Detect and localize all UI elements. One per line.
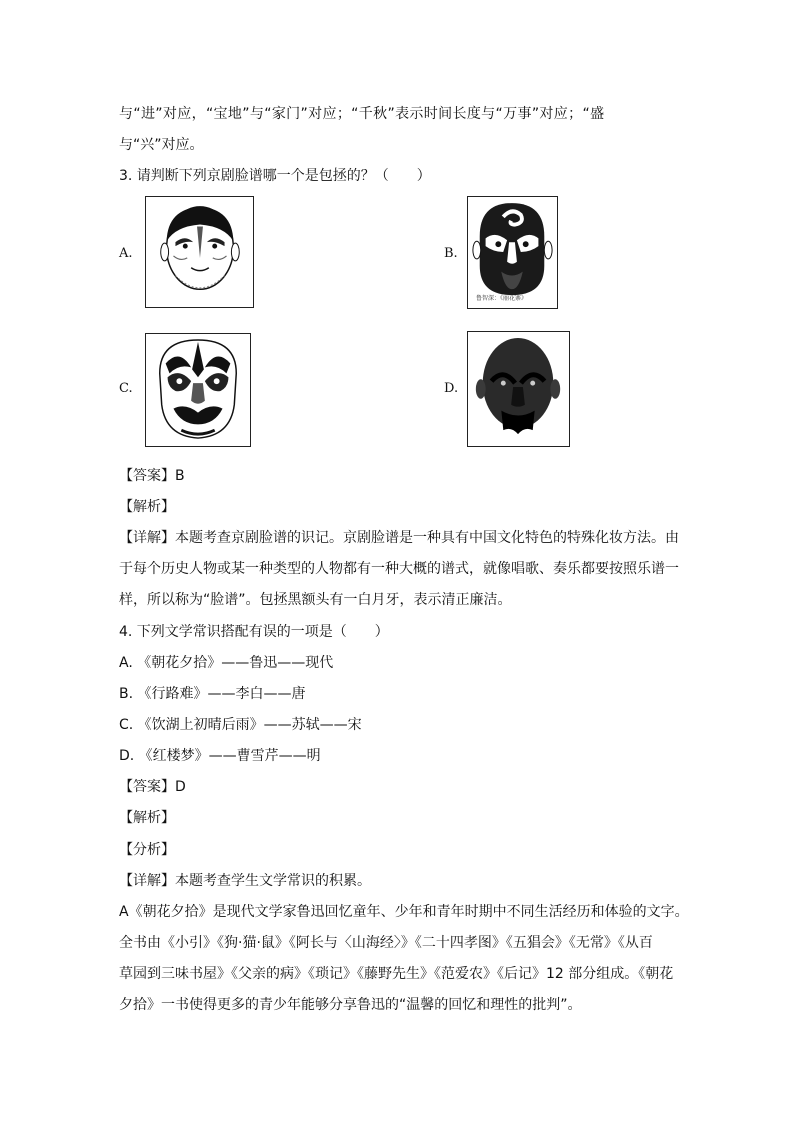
question-4-option-d: D. 《红楼梦》——曹雪芹——明	[119, 748, 321, 764]
analysis-4-heading: 【解析】	[119, 810, 175, 826]
question-3: 3. 请判断下列京剧脸谱哪一个是包拯的？（ ）	[119, 168, 431, 184]
detail-4: 【详解】本题考查学生文学常识的积累。	[119, 873, 371, 889]
opera-mask-d-image	[468, 332, 569, 446]
analysis-4-subheading: 【分析】	[119, 842, 175, 858]
question-4-option-a: A. 《朝花夕拾》——鲁迅——现代	[119, 655, 334, 671]
paragraph-line: A《朝花夕拾》是现代文学家鲁迅回忆童年、少年和青年时期中不同生活经历和体验的文字。	[119, 904, 689, 920]
detail-3: 【详解】本题考查京剧脸谱的识记。京剧脸谱是一种具有中国文化特色的特殊化妆方法。由	[119, 530, 679, 546]
paragraph-line: 全书由《小引》《狗·猫·鼠》《阿长与〈山海经〉》《二十四孝图》《五猖会》《无常》《从百	[119, 935, 653, 951]
mask-image-a	[145, 196, 254, 308]
detail-3: 样，所以称为“脸谱”。包拯黑额头有一白月牙，表示清正廉洁。	[119, 592, 512, 608]
text-line: 与“进”对应，“宝地”与“家门”对应；“千秋”表示时间长度与“万事”对应；“盛	[119, 106, 605, 122]
paragraph-line: 草园到三味书屋》《父亲的病》《琐记》《藤野先生》《范爱农》《后记》12 部分组成。《朝花	[119, 966, 674, 982]
opera-mask-a-image	[146, 197, 253, 307]
detail-3: 于每个历史人物或某一种类型的人物都有一种大概的谱式，就像唱歌、奏乐都要按照乐谱一	[119, 561, 679, 577]
question-4: 4. 下列文学常识搭配有误的一项是（ ）	[119, 624, 389, 640]
option-d-label: D.	[444, 381, 459, 396]
option-b-label: B.	[444, 246, 458, 261]
option-a-label: A.	[119, 246, 133, 261]
mask-image-b	[467, 196, 558, 309]
mask-image-c	[145, 333, 251, 447]
option-c-label: C.	[119, 381, 133, 396]
opera-mask-c-image	[146, 334, 250, 446]
text-line: 与“兴”对应。	[119, 137, 204, 153]
question-4-option-b: B. 《行路难》——李白——唐	[119, 686, 306, 702]
answer-4: 【答案】D	[119, 779, 186, 795]
mask-image-d	[467, 331, 570, 447]
analysis-3-heading: 【解析】	[119, 499, 175, 515]
mask-b-caption: 鲁智深：《丽花寨》	[476, 295, 528, 302]
opera-mask-b-image	[468, 197, 557, 308]
question-4-option-c: C. 《饮湖上初晴后雨》——苏轼——宋	[119, 717, 362, 733]
paragraph-line: 夕拾》一书使得更多的青少年能够分享鲁迅的“温馨的回忆和理性的批判”。	[119, 997, 582, 1013]
answer-3: 【答案】B	[119, 468, 185, 484]
